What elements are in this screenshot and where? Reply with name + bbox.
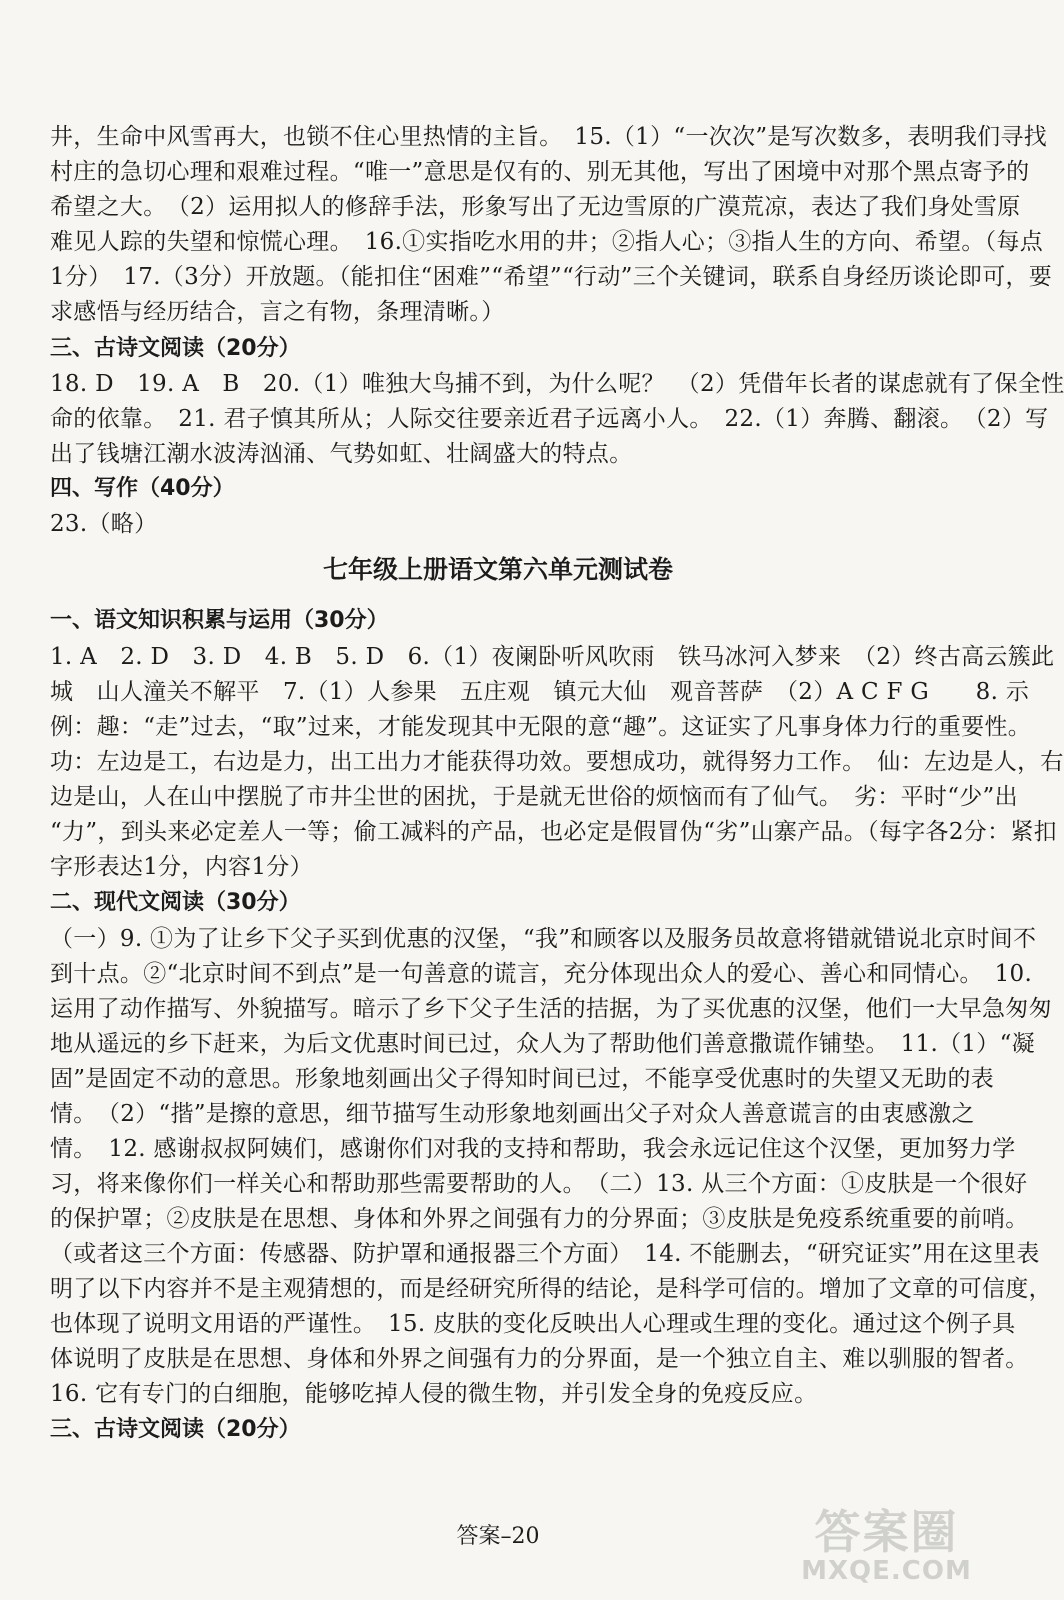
section-heading: 三、古诗文阅读（20分） xyxy=(50,1417,301,1442)
watermark-logo xyxy=(799,1494,974,1594)
text-line: 明了以下内容并不是主观猜想的，而是经研究所得的结论，是科学可信的。增加了文章的可信度， xyxy=(50,1276,1052,1302)
text-line: 井，生命中风雪再大，也锁不住心里热情的主旨。 15.（1）“一次次”是写次数多，表明我们寻找 xyxy=(50,124,1048,150)
text-line: 也体现了说明文用语的严谨性。 15. 皮肤的变化反映出人心理或生理的变化。通过这个例子具 xyxy=(50,1311,1016,1337)
text-line: 例：趣：“走”过去，“取”过来，才能发现其中无限的意“趣”。这证实了凡事身体力行的重要性。 xyxy=(50,714,1032,740)
text-line: 的保护罩；②皮肤是在思想、身体和外界之间强有力的分界面；③皮肤是免疫系统重要的前哨。 xyxy=(50,1206,1029,1232)
section-heading: 一、语文知识积累与运用（30分） xyxy=(50,608,389,633)
text-line: （一）9. ①为了让乡下父子买到优惠的汉堡，“我”和顾客以及服务员故意将错就错说北京时间不 xyxy=(50,926,1037,952)
watermark-top-text: 答案圈 xyxy=(814,1505,959,1559)
text-line: “力”，到头来必定差人一等；偷工减料的产品，也必定是假冒伪“劣”山寨产品。（每字各2分：紧扣 xyxy=(50,819,1057,845)
text-line: 难见人踪的失望和惊慌心理。 16.①实指吃水用的井；②指人心；③指人生的方向、希望。（每点 xyxy=(50,229,1044,255)
text-line: 到十点。②“北京时间不到点”是一句善意的谎言，充分体现出众人的爱心、善心和同情心。 10. xyxy=(50,961,1033,987)
text-line: 字形表达1分，内容1分） xyxy=(50,854,313,880)
text-line: 地从遥远的乡下赶来，为后文优惠时间已过，众人为了帮助他们善意撒谎作铺垫。 11.（1）“凝 xyxy=(50,1031,1035,1057)
text-line: 功：左边是工，右边是力，出工出力才能获得功效。要想成功，就得努力工作。 仙：左边是人，右 xyxy=(50,749,1064,775)
watermark-bottom-text: MXQE.COM xyxy=(801,1556,972,1586)
section-heading: 二、现代文阅读（30分） xyxy=(50,890,301,915)
text-line: 固”是固定不动的意思。形象地刻画出父子得知时间已过，不能享受优惠时的失望又无助的表 xyxy=(50,1066,995,1092)
text-line: 边是山，人在山中摆脱了市井尘世的困扰，于是就无世俗的烦恼而有了仙气。 劣：平时“少”出 xyxy=(50,784,1018,810)
test-title: 七年级上册语文第六单元测试卷 xyxy=(322,555,673,584)
section-heading: 三、古诗文阅读（20分） xyxy=(50,336,301,361)
text-line: 希望之大。 （2）运用拟人的修辞手法，形象写出了无边雪原的广漠荒凉，表达了我们身处雪原 xyxy=(50,194,1021,220)
text-line: 18. D 19. A B 20.（1）唯独大鸟捕不到，为什么呢？ （2）凭借年长者的谋虑就有了保全性 xyxy=(50,371,1064,397)
text-line: 情。 12. 感谢叔叔阿姨们，感谢你们对我的支持和帮助，我会永远记住这个汉堡，更加努力学 xyxy=(50,1136,1016,1162)
text-line: 情。 （2）“揩”是擦的意思，细节描写生动形象地刻画出父子对众人善意谎言的由衷感激之 xyxy=(50,1101,975,1127)
text-line: 习，将来像你们一样关心和帮助那些需要帮助的人。 （二）13. 从三个方面：①皮肤是一个很好 xyxy=(50,1171,1028,1197)
text-line: 1分） 17.（3分）开放题。（能扣住“困难”“希望”“行动”三个关键词，联系自身经历谈论即可，要 xyxy=(50,264,1053,290)
text-line: 求感悟与经历结合，言之有物，条理清晰。） xyxy=(50,299,505,325)
text-line: 1. A 2. D 3. D 4. B 5. D 6.（1）夜阑卧听风吹雨 铁马冰河入梦来 （2）终古高云簇此 xyxy=(50,644,1055,670)
text-line: 23.（略） xyxy=(50,511,158,537)
text-line: 运用了动作描写、外貌描写。暗示了乡下父子生活的拮据，为了买优惠的汉堡，他们一大早急匆匆 xyxy=(50,996,1052,1022)
text-line: 城 山人潼关不解平 7.（1）人参果 五庄观 镇元大仙 观音菩萨 （2）A C F G 8. 示 xyxy=(50,679,1030,705)
text-line: 体说明了皮肤是在思想、身体和外界之间强有力的分界面，是一个独立自主、难以驯服的智者。 xyxy=(50,1346,1029,1372)
text-line: 村庄的急切心理和艰难过程。“唯一”意思是仅有的、别无其他，写出了困境中对那个黑点寄予的 xyxy=(50,159,1030,185)
page-number: 答案–20 xyxy=(456,1524,540,1549)
text-line: 出了钱塘江潮水波涛汹涌、气势如虹、壮阔盛大的特点。 xyxy=(50,441,633,467)
text-line: 命的依靠。 21. 君子慎其所从；人际交往要亲近君子远离小人。 22.（1）奔腾、翻滚。 （2）写 xyxy=(50,406,1049,432)
section-heading: 四、写作（40分） xyxy=(50,476,235,501)
text-line: （或者这三个方面：传感器、防护罩和通报器三个方面） 14. 不能删去，“研究证实”用在这里表 xyxy=(50,1241,1040,1267)
text-line: 16. 它有专门的白细胞，能够吃掉人侵的微生物，并引发全身的免疫反应。 xyxy=(50,1381,818,1407)
